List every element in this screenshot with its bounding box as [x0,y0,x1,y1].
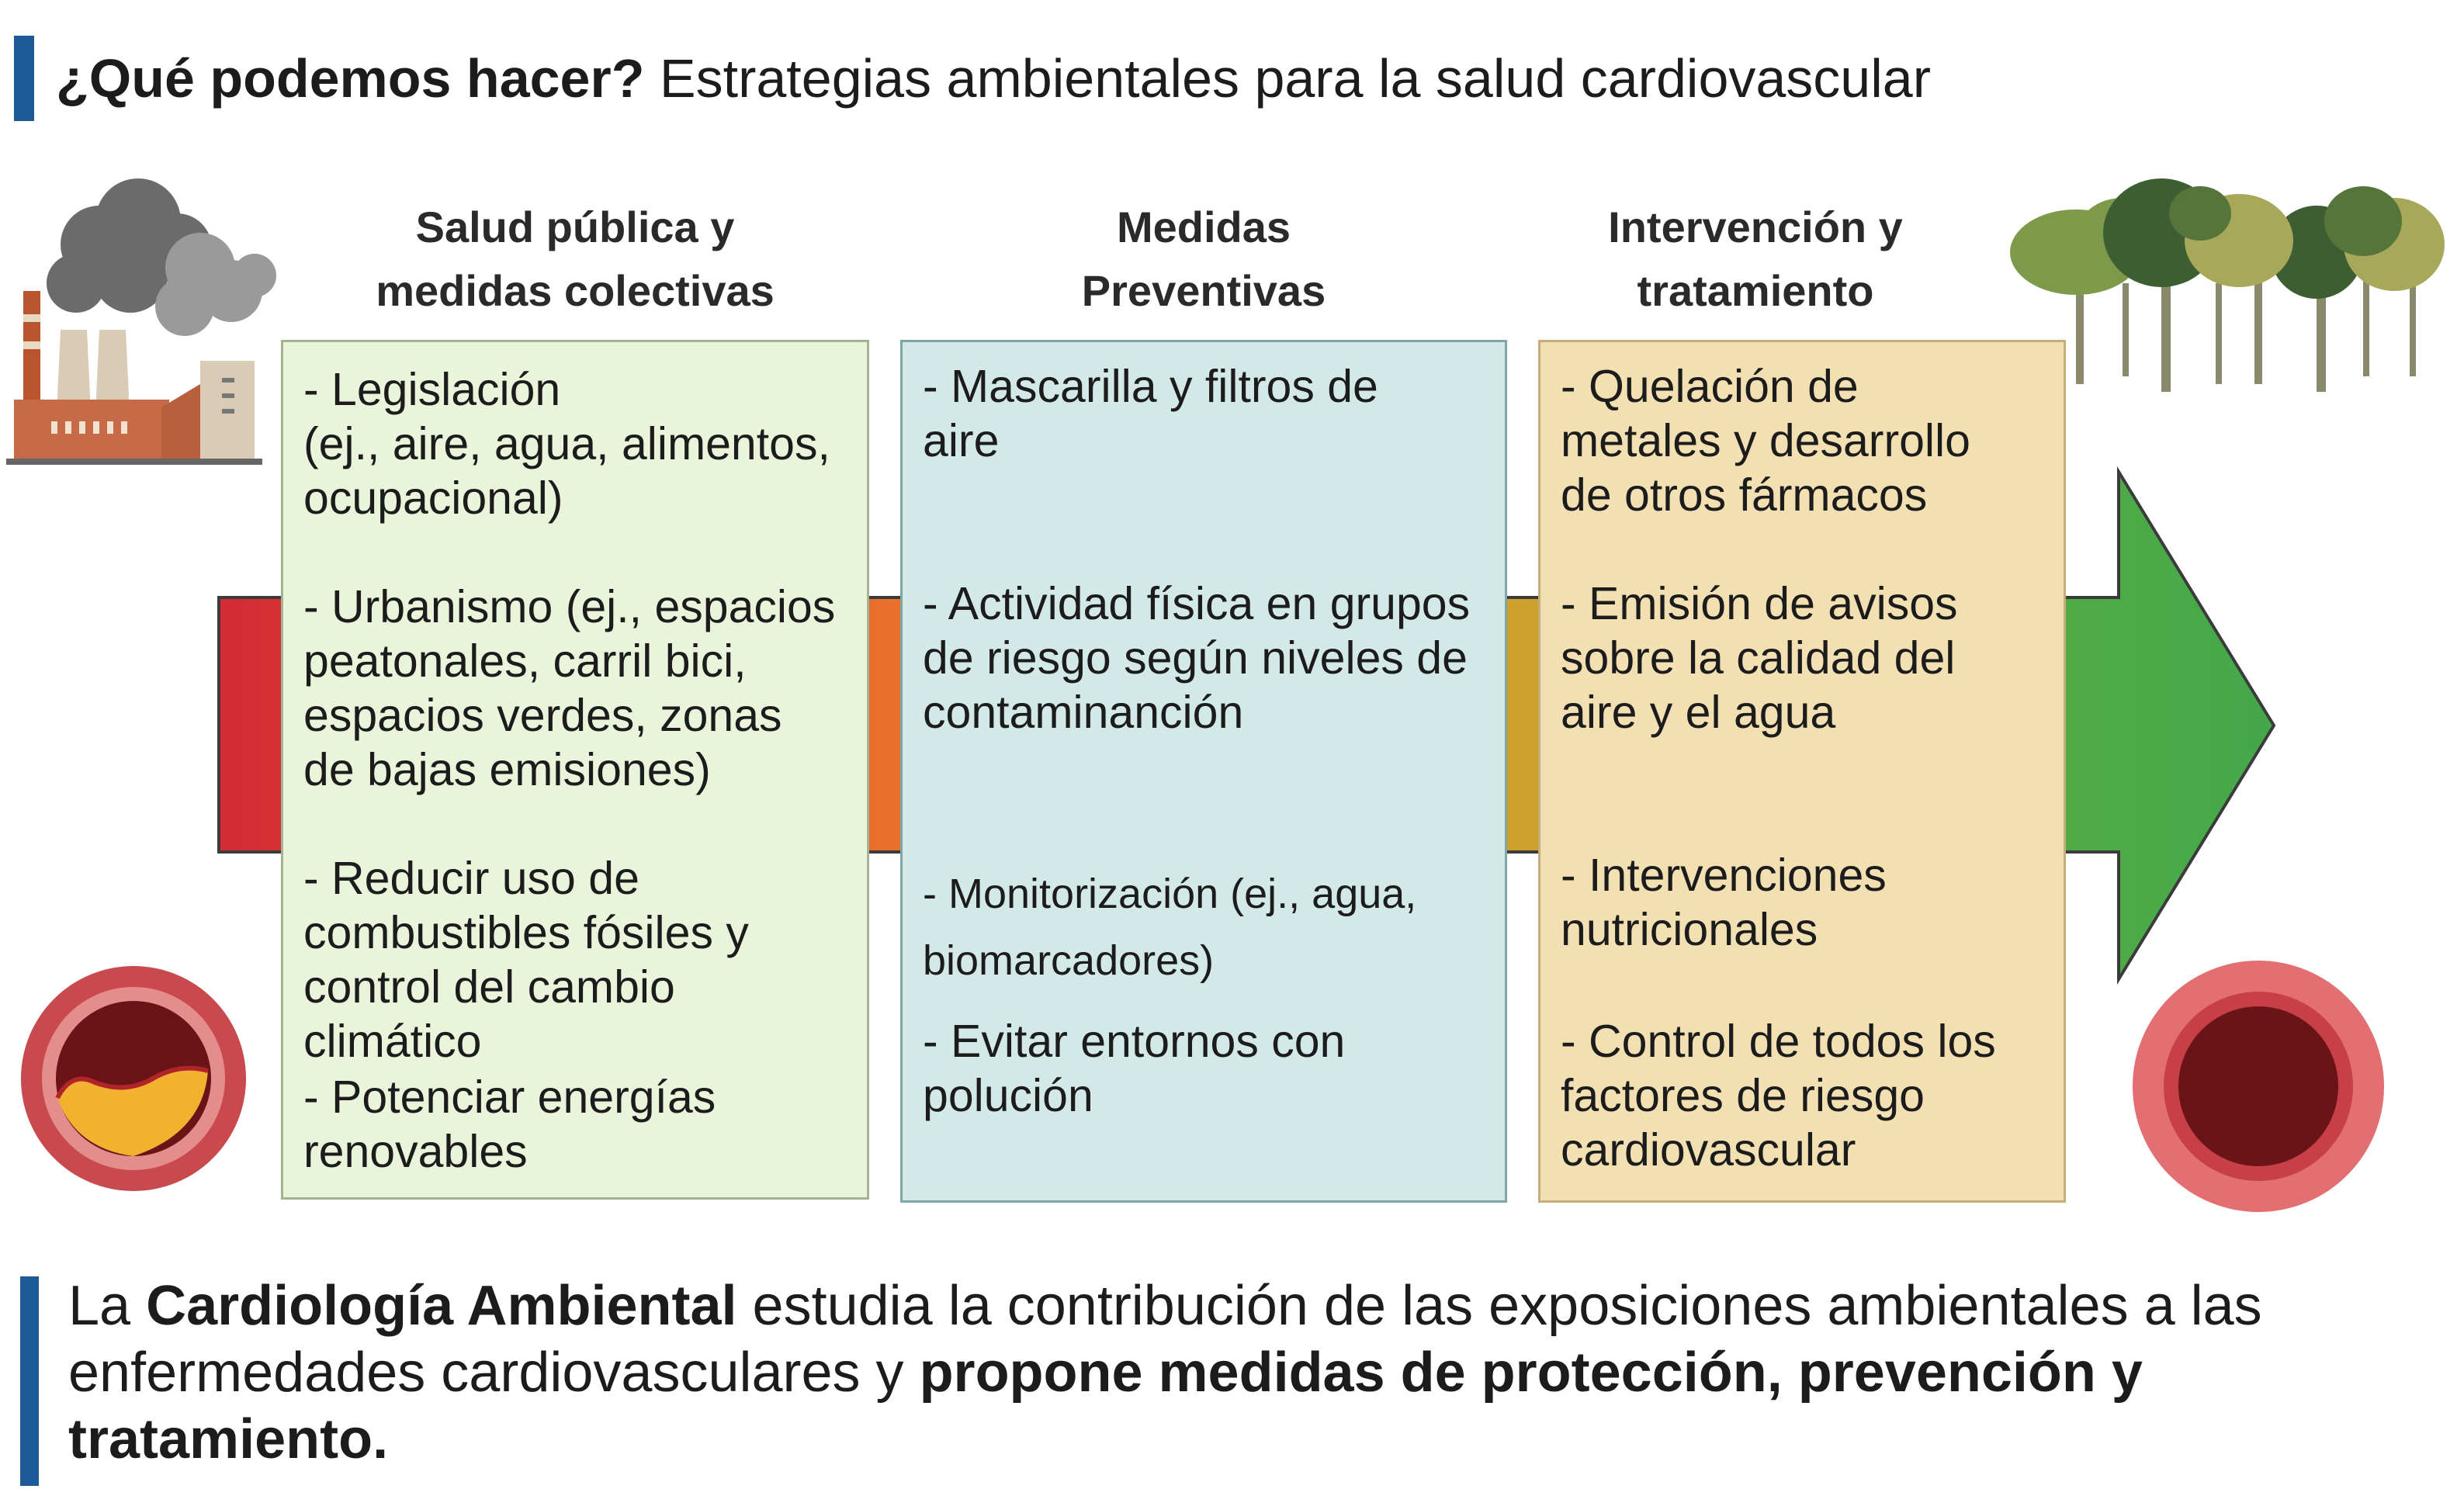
heading-line: tratamiento [1637,266,1874,315]
blocked-artery-icon [17,962,250,1195]
list-item: - Mascarilla y filtros de aire [923,361,1378,466]
summary-part: estudia la contribución de las exposiciones ambientales a las enfermedades cardiovasculares y [68,1275,2262,1404]
column-heading-public-health [281,196,869,323]
title-bold: ¿Qué podemos hacer? [56,48,645,109]
list-item: - Monitorización (ej., agua, biomarcadores) [923,871,1417,984]
list-item: - Urbanismo (ej., espacios peatonales, carril bici, espacios verdes, zonas de bajas emisiones) [303,581,836,795]
list-item: - Legislación (ej., aire, agua, alimentos, ocupacional) [303,364,830,524]
heading-line: Preventivas [1081,266,1326,315]
summary-bold: propone medidas de protección, prevención y tratamiento. [68,1342,2143,1470]
factory-smoke-icon [6,175,286,469]
list-item: - Reducir uso de combustibles fósiles y control del cambio climático [303,853,749,1067]
list-item: - Quelación de metales y desarrollo de otros fármacos [1561,361,1970,521]
heading-line: Intervención y [1608,203,1903,251]
column-heading-preventive [900,196,1507,323]
heading-line: medidas colectivas [376,266,775,315]
heading-line: Medidas [1116,203,1291,251]
list-item: - Intervenciones nutricionales [1561,850,1887,955]
column-heading-treatment [1538,196,1973,323]
healthy-artery-icon [2130,958,2386,1214]
public-health-box [281,340,869,1200]
preventive-measures-box [900,340,1507,1203]
intervention-treatment-box [1538,340,2066,1203]
summary-accent-bar [20,1276,39,1486]
summary-text [68,1273,2443,1473]
list-item: - Actividad física en grupos de riesgo según niveles de contaminanción [923,578,1471,738]
heading-line: Salud pública y [415,203,735,251]
list-item: - Evitar entornos con polución [923,1016,1346,1121]
forest-trees-icon [2006,167,2448,392]
list-item: - Potenciar energías renovables [303,1072,716,1177]
list-item: - Emisión de avisos sobre la calidad del aire y el agua [1561,578,1958,738]
list-item: - Control de todos los factores de riesgo cardiovascular [1561,1016,1996,1176]
summary-bold: Cardiología Ambiental [146,1275,737,1337]
summary-part: La [68,1275,147,1337]
title-rest: Estrategias ambientales para la salud cardiovascular [644,48,1932,109]
